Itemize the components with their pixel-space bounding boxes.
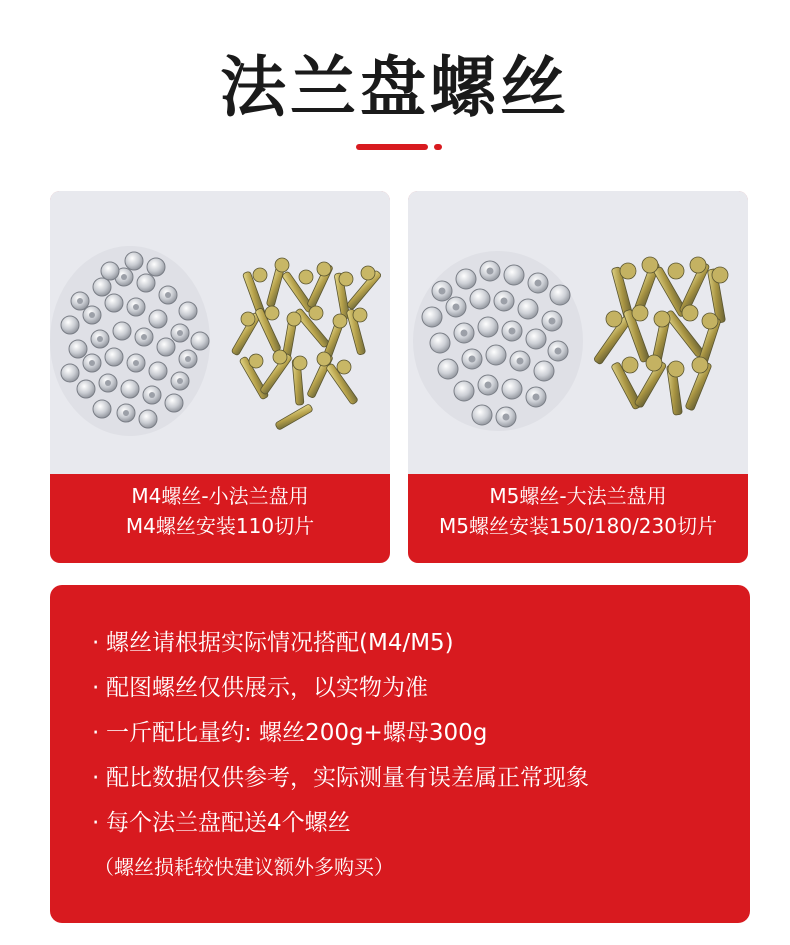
product-caption-line1: M5螺丝-大法兰盘用 (489, 484, 667, 508)
list-item (92, 666, 589, 711)
list-item (92, 756, 589, 801)
page-title: 法兰盘螺丝 (220, 49, 570, 126)
notes-list (92, 621, 589, 846)
product-photo-m5 (408, 191, 748, 474)
product-caption-m5 (408, 481, 748, 541)
list-item (92, 711, 589, 756)
list-item (92, 801, 589, 846)
list-item-text: 螺丝请根据实际情况搭配(M4/M5) (106, 630, 454, 656)
title-underline-dot (434, 144, 442, 150)
list-item-text: 一斤配比量约: 螺丝200g+螺母300g (106, 720, 488, 746)
product-card-m4 (50, 191, 390, 563)
product-caption-line2: M5螺丝安装150/180/230切片 (439, 514, 717, 538)
product-caption-line2: M4螺丝安装110切片 (125, 514, 315, 538)
bullet: · (92, 630, 100, 656)
product-caption-line1: M4螺丝-小法兰盘用 (131, 484, 309, 508)
product-photo-m4 (50, 191, 390, 474)
hex-nut-pile (413, 251, 583, 431)
bullet: · (92, 810, 100, 836)
list-item-text: 配图螺丝仅供展示，以实物为准 (106, 675, 428, 701)
bullet: · (92, 675, 100, 701)
product-caption-m4 (50, 481, 390, 541)
bullet: · (92, 720, 100, 746)
bullet: · (92, 765, 100, 791)
product-card-m5 (408, 191, 748, 563)
notes-panel (50, 585, 750, 923)
footnote: （螺丝损耗较快建议额外多购买） (94, 855, 394, 879)
hex-nut-pile (50, 246, 210, 436)
list-item-text: 每个法兰盘配送4个螺丝 (106, 810, 351, 836)
list-item (92, 621, 589, 666)
list-item-text: 配比数据仅供参考，实际测量有误差属正常现象 (106, 765, 589, 791)
title-underline (356, 144, 428, 150)
